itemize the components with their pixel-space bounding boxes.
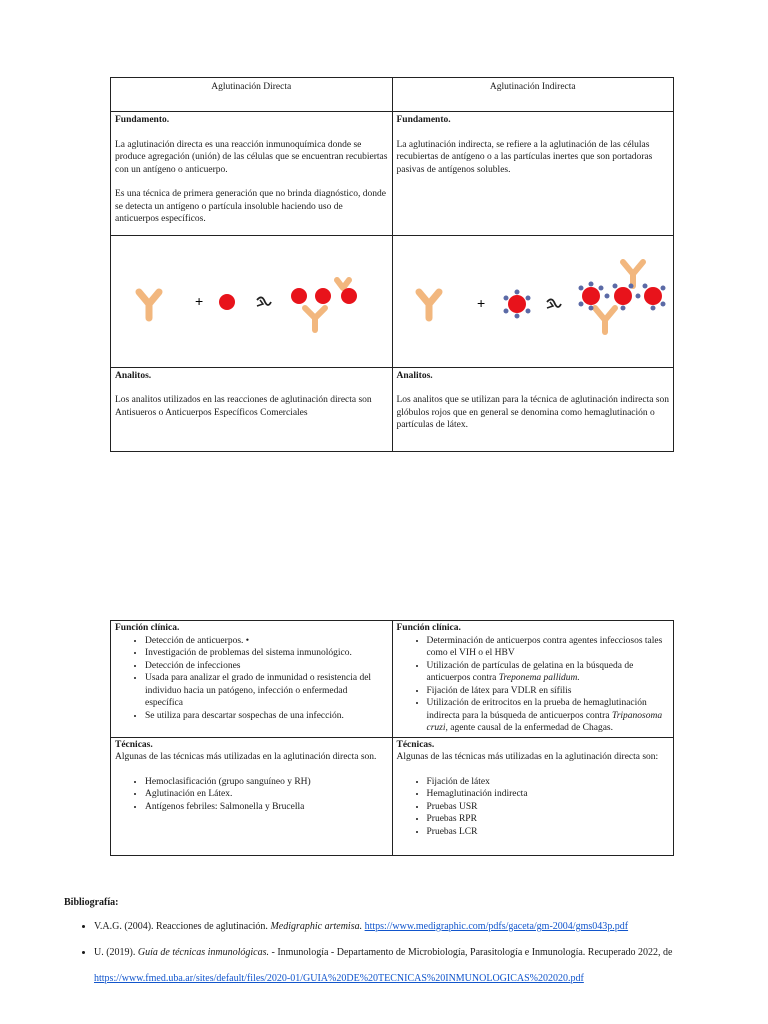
analitos-indirect: [392, 367, 674, 451]
tecnicas-title: Técnicas.: [115, 739, 153, 750]
antigen-icon: [219, 294, 235, 310]
diagram-indirect: [392, 236, 674, 368]
indirect-agglutination-diagram: [393, 236, 669, 362]
analitos-direct-text: Los analitos utilizados en las reacciones de aglutinación directa son Antisueros o Anticuerpos Específicos Comerciales: [115, 395, 372, 418]
list-item: [427, 660, 670, 685]
tecnicas-direct: [111, 737, 393, 855]
ref-text: V.A.G. (2004). Reacciones de aglutinación.: [94, 921, 271, 932]
list-item: • Hemaglutinación indirecta: [427, 788, 670, 801]
list-item: • Aglutinación en Látex.: [145, 788, 388, 801]
analitos-indirect-text: Los analitos que se utilizan para la técnica de aglutinación indirecta son glóbulos rojos que en general se denomina como hemaglutinación o partículas de látex.: [396, 395, 669, 430]
organism-name: Treponema pallidum.: [498, 673, 580, 683]
agglutinate-complex-icon: [578, 262, 665, 332]
bibliography-entry: [94, 914, 704, 940]
header-indirect: Aglutinación Indirecta: [392, 78, 674, 112]
ref-text: - Inmunología - Departamento de Microbiología, Parasitología e Inmunología. Recuperado 2022, de: [268, 947, 673, 958]
fundamento-direct: [111, 112, 393, 236]
fundamento-indirect-p1: La aglutinación indirecta, se refiere a la aglutinación de las células recubiertas de antígeno o a las partículas inertes que son portadoras pasivas de antígenos solubles.: [396, 139, 653, 175]
bibliography-entry: [94, 940, 704, 992]
analitos-title: Analitos.: [115, 370, 152, 381]
comparison-table-top: [110, 77, 674, 452]
list-item: • Pruebas LCR: [427, 826, 670, 839]
fundamento-title: Fundamento.: [115, 115, 170, 125]
header-direct: Aglutinación Directa: [111, 78, 393, 112]
comparison-table-bottom: [110, 620, 674, 856]
tecnicas-indirect: [392, 737, 674, 855]
funcion-direct: [111, 621, 393, 738]
list-item-text: Utilización de eritrocitos en la prueba de hemaglutinación indirecta para la búsqueda de anticuerpos contra: [426, 698, 647, 721]
analitos-title: Analitos.: [396, 370, 433, 381]
list-item: • Detección de anticuerpos. •: [145, 635, 388, 648]
funcion-indirect: [392, 621, 674, 738]
list-item: • Hemoclasificación (grupo sanguíneo y RH): [145, 776, 388, 789]
fundamento-title: Fundamento.: [396, 115, 451, 125]
reaction-arrow-icon: [547, 299, 561, 308]
antibody-icon: [419, 292, 439, 318]
plus-sign: +: [195, 293, 204, 309]
ref-link[interactable]: https://www.fmed.uba.ar/sites/default/files/2020-01/GUIA%20DE%20TECNICAS%20INMUNOLOGICAS%202020.pdf: [94, 973, 584, 984]
fundamento-direct-p1: La aglutinación directa es una reacción inmunoquímica donde se produce agregación (unión) de las células que se encuentran recubiertas con un antígeno o anticuerpo.: [115, 139, 388, 175]
list-item: • Determinación de anticuerpos contra agentes infecciosos tales como el VIH o el HBV: [427, 635, 670, 660]
coated-particle-icon: [503, 290, 530, 319]
tecnicas-direct-intro: Algunas de las técnicas más utilizadas en la aglutinación directa son.: [115, 752, 377, 762]
tecnicas-title: Técnicas.: [396, 739, 435, 750]
bibliography-title: Bibliografía:: [64, 897, 119, 908]
funcion-title: Función clínica.: [396, 623, 461, 633]
fundamento-indirect: [392, 112, 674, 236]
organism-name: Tripanosoma cruzi,: [426, 710, 663, 733]
ref-text: U. (2019).: [94, 947, 138, 958]
list-item: • Investigación de problemas del sistema inmunológico.: [145, 647, 388, 660]
tecnicas-indirect-list: [397, 776, 670, 839]
list-item: • Fijación de látex: [427, 776, 670, 789]
ref-source: Medigraphic artemisa.: [270, 921, 363, 932]
tecnicas-direct-list: [115, 776, 388, 814]
reaction-arrow-icon: [257, 297, 271, 306]
plus-sign: +: [476, 295, 485, 311]
bibliography: [64, 914, 704, 992]
funcion-indirect-list: [397, 635, 670, 735]
tecnicas-indirect-intro: Algunas de las técnicas más utilizadas en la aglutinación directa son:: [396, 752, 659, 762]
antibody-icon: [139, 292, 159, 318]
list-item: • Pruebas USR: [427, 801, 670, 814]
funcion-title: Función clínica.: [115, 623, 180, 633]
direct-agglutination-diagram: [111, 236, 387, 362]
diagram-direct: [111, 236, 393, 368]
ref-link[interactable]: https://www.medigraphic.com/pdfs/gaceta/gm-2004/gms043p.pdf: [364, 921, 629, 932]
list-item: • Se utiliza para descartar sospechas de una infección.: [145, 710, 388, 723]
list-item: • Usada para analizar el grado de inmunidad o resistencia del individuo hacia un patógeno, infección o enfermedad específica: [145, 672, 388, 710]
list-item: • Detección de infecciones: [145, 660, 388, 673]
analitos-direct: [111, 367, 393, 451]
list-item: • Pruebas RPR: [427, 813, 670, 826]
list-item-text: agente causal de la enfermedad de Chagas.: [447, 723, 613, 733]
list-item: [427, 697, 670, 735]
list-item: • Fijación de látex para VDLR en sífilis: [427, 685, 670, 698]
list-item: • Antígenos febriles: Salmonella y Brucella: [145, 801, 388, 814]
list-item-text: Utilización de partículas de gelatina en la búsqueda de anticuerpos contra: [426, 660, 634, 683]
agglutinate-complex-icon: [291, 280, 357, 330]
funcion-direct-list: [115, 635, 388, 723]
ref-source: Guía de técnicas inmunológicas.: [137, 947, 269, 958]
fundamento-direct-p2: Es una técnica de primera generación que no brinda diagnóstico, donde se detecta un antígeno o partícula insoluble haciendo uso de anticuerpos específicos.: [115, 189, 386, 224]
